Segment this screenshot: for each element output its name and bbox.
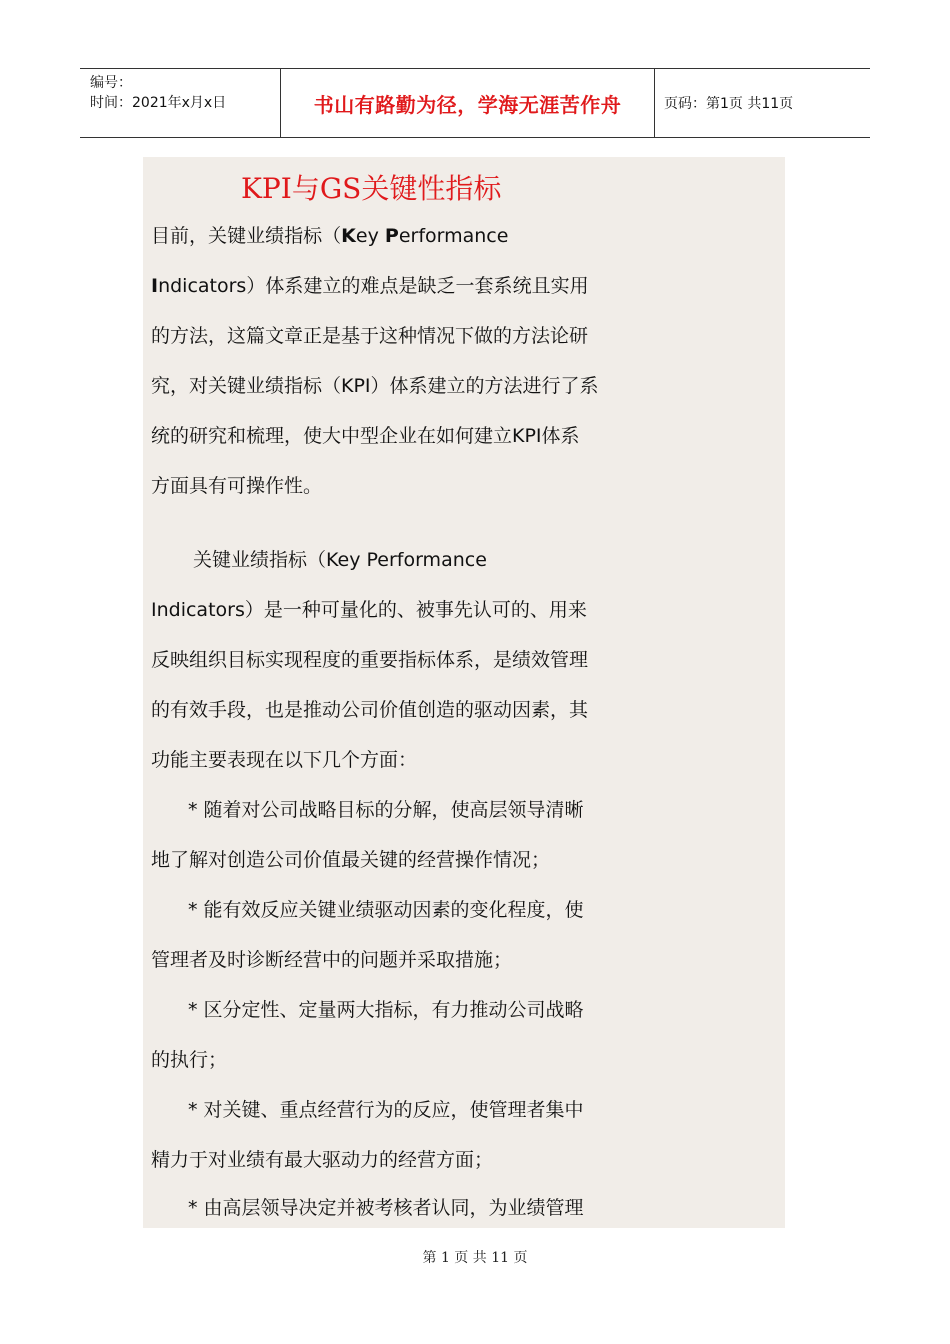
bullet-line: * 能有效反应关键业绩驱动因素的变化程度，使 bbox=[188, 899, 584, 921]
paragraph-line: 管理者及时诊断经营中的问题并采取措施； bbox=[151, 949, 513, 971]
paragraph-line: 精力于对业绩有最大驱动力的经营方面； bbox=[151, 1149, 494, 1171]
paragraph-line: 的方法，这篇文章正是基于这种情况下做的方法论研 bbox=[151, 325, 589, 347]
number-label: 编号： bbox=[90, 75, 132, 91]
intro-line-1: Indicators）体系建立的难点是缺乏一套系统且实用 bbox=[151, 275, 589, 297]
paragraph-line: 的有效手段，也是推动公司价值创造的驱动因素，其 bbox=[151, 699, 589, 721]
paragraph-line: 究，对关键业绩指标（KPI）体系建立的方法进行了系 bbox=[151, 375, 599, 397]
paragraph-line: 功能主要表现在以下几个方面： bbox=[151, 749, 418, 771]
bullet-line: * 区分定性、定量两大指标，有力推动公司战略 bbox=[188, 999, 584, 1021]
document-title: KPI与GS关键性指标 bbox=[241, 172, 502, 205]
intro-line-0: 目前，关键业绩指标（Key Performance bbox=[151, 225, 509, 247]
paragraph-line bbox=[151, 221, 508, 248]
paragraph-line: 方面具有可操作性。 bbox=[151, 475, 323, 497]
content-panel bbox=[143, 157, 785, 1228]
header-motto: 书山有路勤为径，学海无涯苦作舟 bbox=[281, 69, 655, 137]
paragraph-line: 的执行； bbox=[151, 1049, 228, 1071]
header-meta bbox=[80, 69, 281, 137]
paragraph-line: 关键业绩指标（Key Performance bbox=[193, 549, 487, 571]
header-page-info: 页码：第1页 共11页 bbox=[664, 96, 794, 112]
paragraph-line: Indicators）是一种可量化的、被事先认可的、用来 bbox=[151, 599, 587, 621]
time-label: 时间：2021年x月x日 bbox=[90, 95, 227, 111]
paragraph-line: 统的研究和梳理，使大中型企业在如何建立KPI体系 bbox=[151, 425, 580, 447]
bullet-line: * 对关键、重点经营行为的反应，使管理者集中 bbox=[188, 1099, 584, 1121]
paragraph-line: 地了解对创造公司价值最关键的经营操作情况； bbox=[151, 849, 551, 871]
bullet-line: * 由高层领导决定并被考核者认同，为业绩管理 bbox=[188, 1197, 584, 1219]
paragraph-line bbox=[151, 271, 589, 298]
bullet-line: * 随着对公司战略目标的分解，使高层领导清晰 bbox=[188, 799, 584, 821]
document-header bbox=[80, 68, 870, 138]
page-footer: 第 1 页 共 11 页 bbox=[422, 1250, 528, 1266]
paragraph-line: 反映组织目标实现程度的重要指标体系，是绩效管理 bbox=[151, 649, 589, 671]
